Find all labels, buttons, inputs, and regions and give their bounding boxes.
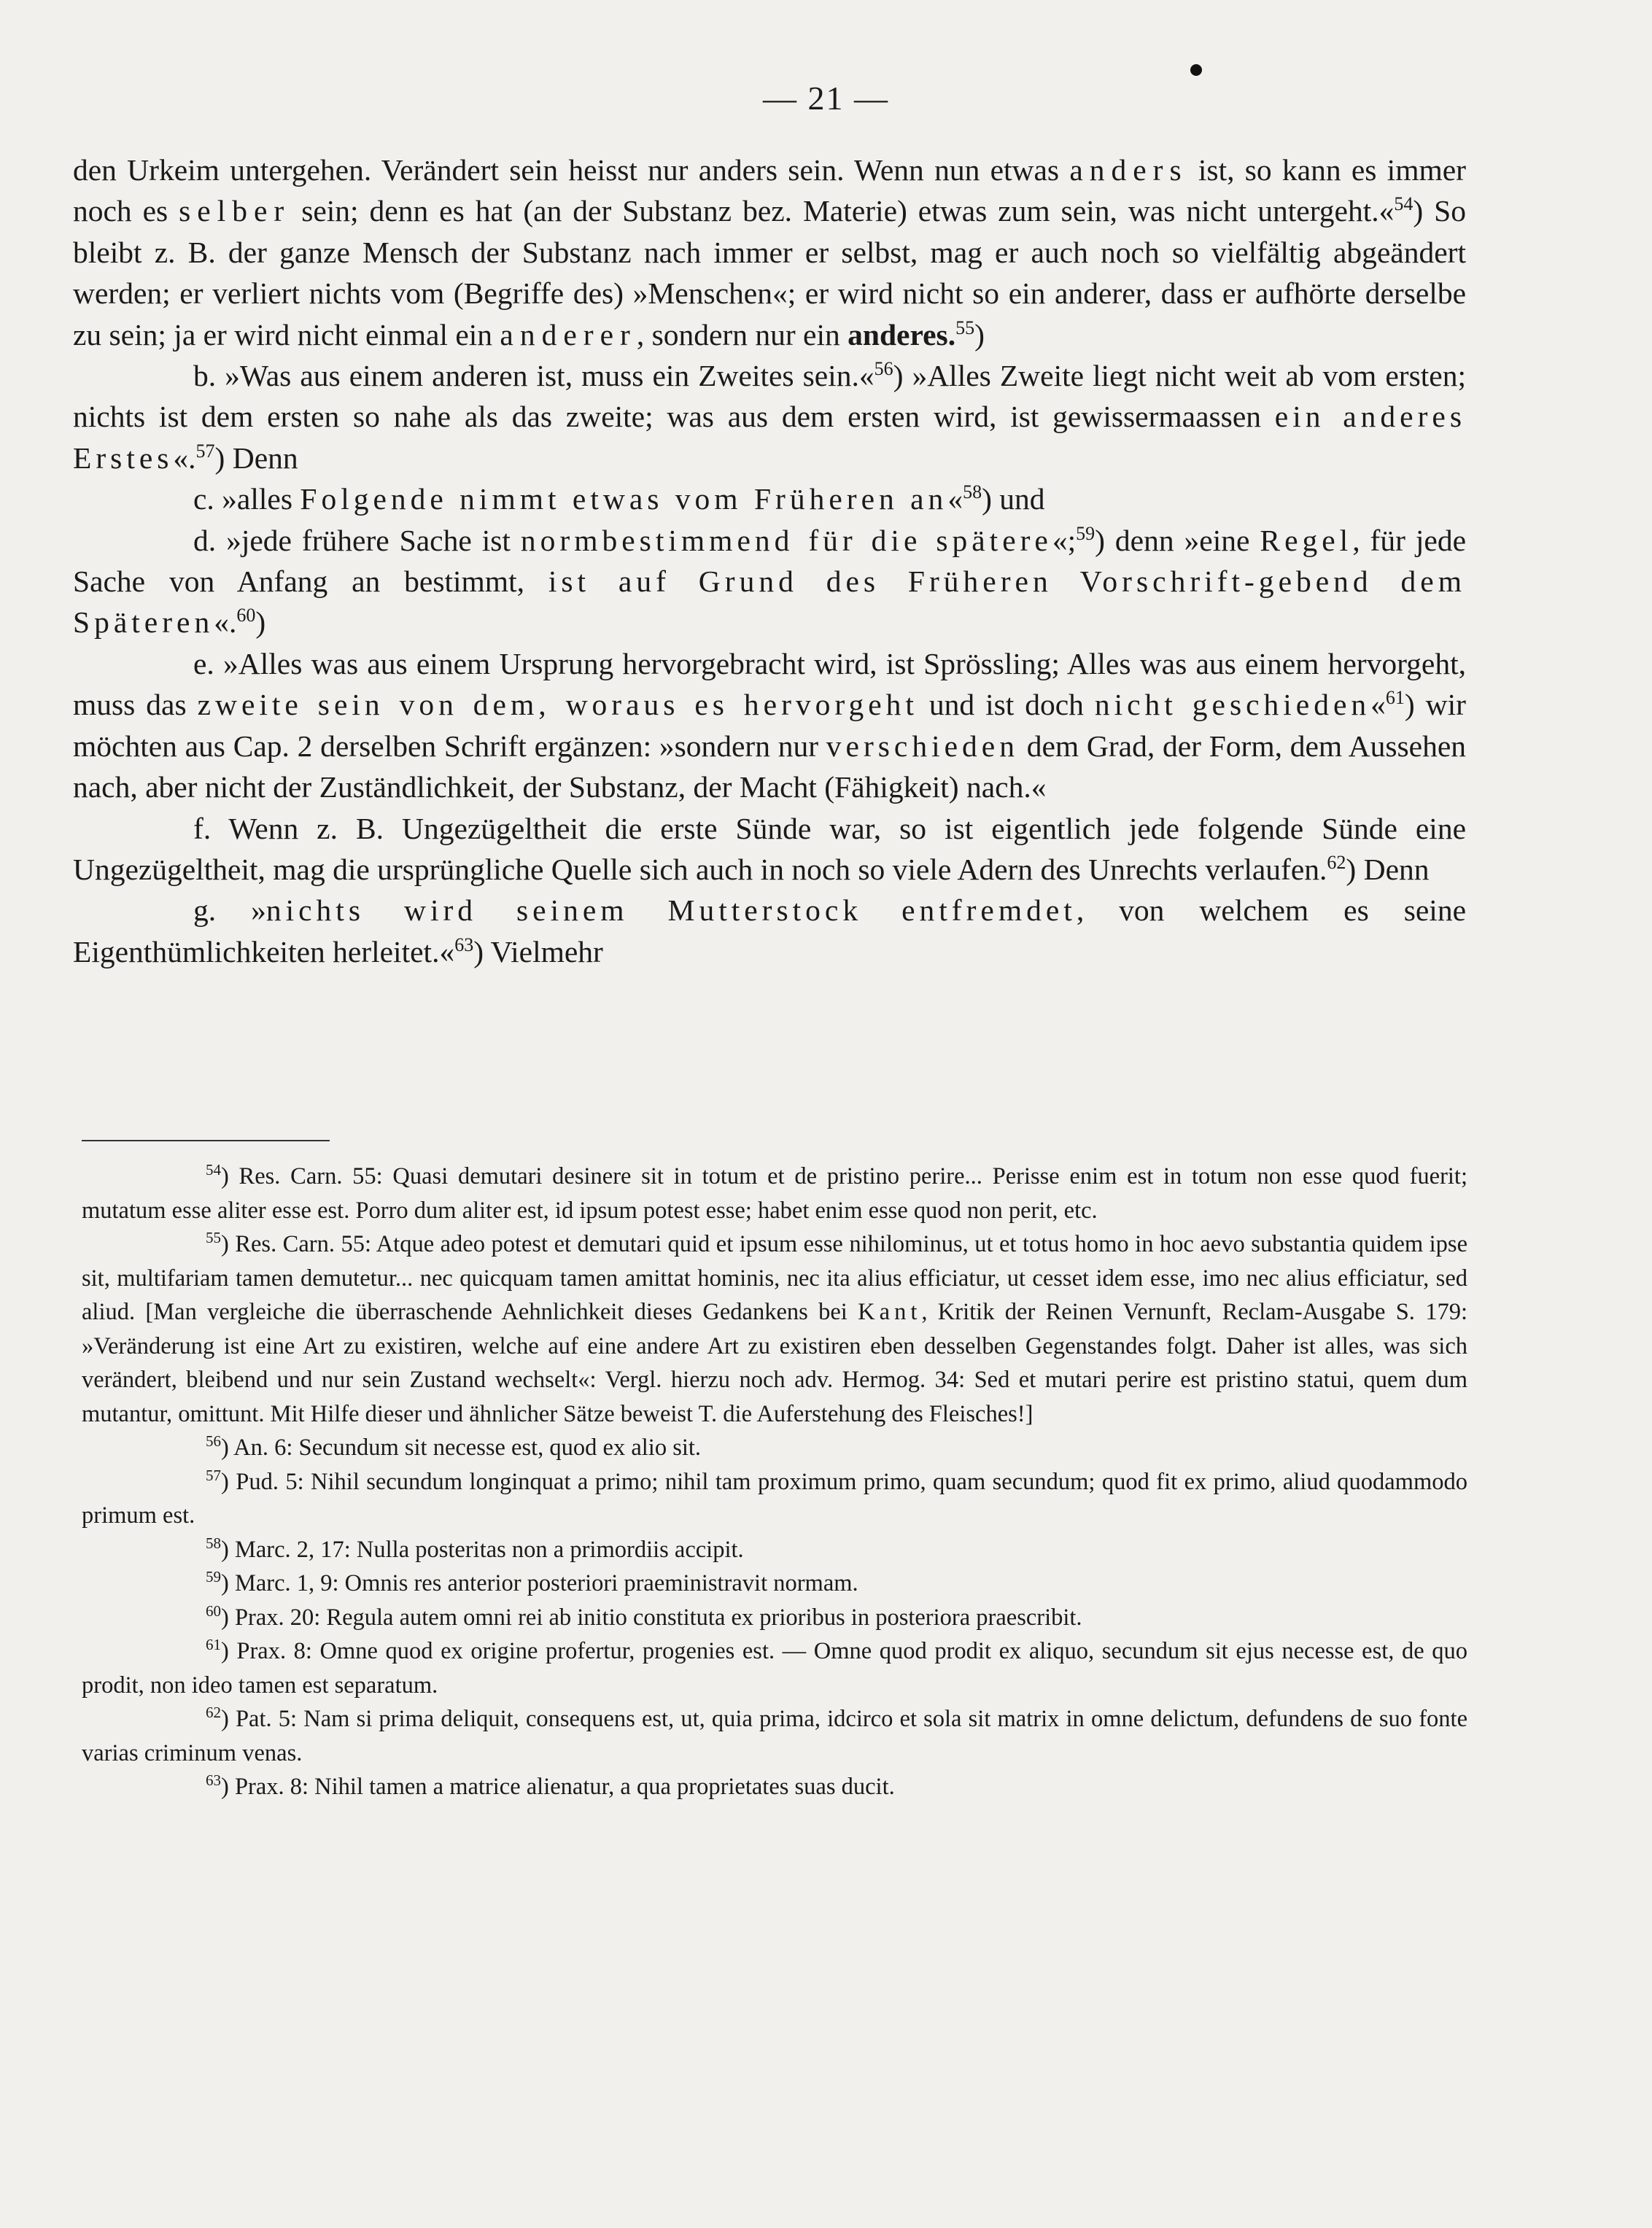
footnote-58: $^{58}$) Marc. 2, 17: Nulla posteritas non a primordiis accipit.: [206, 1534, 744, 1563]
paragraph-e: e. »Alles was aus einem Ursprung hervorgebracht wird, ist Sprössling; Alles was aus einem hervorgeht, muss das zweite sein von dem, woraus es hervorgeht und ist doch nicht geschieden«$^{61}$) wir möchten aus Cap. 2 derselben Schrift ergänzen: »sondern nur verschieden dem Grad, der Form, dem Aussehen nach, aber nicht der Zuständlichkeit, der Substanz, der Macht (Fähigkeit) nach.«: [73, 646, 1466, 804]
main-text: [73, 150, 1466, 972]
paragraph-c: c. »alles Folgende nimmt etwas vom Früheren an«$^{58}$) und: [193, 481, 1045, 516]
footnote-ref: 57: [195, 440, 215, 462]
paragraph-f: f. Wenn z. B. Ungezügeltheit die erste Sünde war, so ist eigentlich jede folgende Sünde eine Ungezügeltheit, mag die ursprüngliche Quelle sich auch in noch so viele Adern des Unrechts verlaufen.$^{62}$) Denn: [73, 811, 1466, 886]
footnote-ref: 59: [1076, 522, 1095, 544]
footnote-divider: [82, 1140, 330, 1141]
ink-speck: [1190, 64, 1202, 76]
footnote-ref: 60: [236, 605, 256, 626]
footnote-54: $^{54}$) Res. Carn. 55: Quasi demutari desinere sit in totum et de pristino perire... Perisse enim est in totum non esse quod fuerit; mutatum esse aliter esse est. Porro dum aliter est, id ipsum potest esse; habet enim esse quod non perit, etc.: [82, 1161, 1467, 1224]
footnote-55: $^{55}$) Res. Carn. 55: Atque adeo potest et demutari quid et ipsum esse nihilominus, ut et totus homo in hoc aevo substantia quidem ipse sit, multifariam tamen demutetur... nec quicquam tamen amittat hominis, nec ita alius efficiatur, ut cesset idem esse, imo nec alius efficiatur, sed aliud. [Man vergleiche die überraschende Aehnlichkeit dieses Gedankens bei Kant, Kritik der Reinen Vernunft, Reclam-Ausgabe S. 179: »Veränderung ist eine Art zu existiren, welche auf eine andere Art zu existiren eben desselben Gegenstandes folgt. Daher ist alles, was sich verändert, bleibend und nur sein Zustand wechselt«: Vergl. hierzu noch adv. Hermog. 34: Sed et mutari perire est pristino statui, quem dum mutantur, omittunt. Mit Hilfe dieser und ähnlicher Sätze beweist T. die Auferstehung des Fleisches!]: [82, 1229, 1467, 1427]
footnote-ref: 63: [454, 933, 474, 955]
paragraph-d: d. »jede frühere Sache ist normbestimmend für die spätere«;$^{59}$) denn »eine Regel, für jede Sache von Anfang an bestimmt, ist auf Grund des Früheren Vorschrift-gebend dem Späteren«.$^{60}$): [73, 522, 1467, 640]
footnote-62: $^{62}$) Pat. 5: Nam si prima deliquit, consequens est, ut, quia prima, idcirco et sola sit matrix in omne delictum, defundens de suo fonte varias criminum venas.: [82, 1704, 1467, 1766]
footnote-61: $^{61}$) Prax. 8: Omne quod ex origine profertur, progenies est. — Omne quod prodit ex aliquo, secundum sit ejus necesse est, de quo prodit, non ideo tamen est separatum.: [82, 1636, 1467, 1699]
footnote-ref: 58: [963, 481, 982, 503]
footnote-56: $^{56}$) An. 6: Secundum sit necesse est, quod ex alio sit.: [206, 1432, 702, 1461]
footnote-60: $^{60}$) Prax. 20: Regula autem omni rei ab initio constituta ex prioribus in posteriora praescribit.: [206, 1602, 1082, 1631]
paragraph-g: g. »nichts wird seinem Mutterstock entfremdet, von welchem es seine Eigenthümlichkeiten herleitet.«$^{63}$) Vielmehr: [73, 893, 1466, 969]
footnote-57: $^{57}$) Pud. 5: Nihil secundum longinquat a primo; nihil tam proximum primo, quam secundum; quod fit ex primo, aliud quodammodo primum est.: [82, 1466, 1467, 1529]
paragraph-b: b. »Was aus einem anderen ist, muss ein Zweites sein.«$^{56}$) »Alles Zweite liegt nicht weit ab vom ersten; nichts ist dem ersten so nahe als das zweite; was aus dem ersten wird, ist gewissermaassen ein anderes Erstes«.$^{57}$) Denn: [73, 358, 1466, 475]
footnote-59: $^{59}$) Marc. 1, 9: Omnis res anterior posteriori praeministravit normam.: [206, 1568, 858, 1596]
footnote-ref: 55: [955, 317, 975, 338]
footnote-ref: 61: [1385, 687, 1405, 709]
footnotes: [82, 1160, 1467, 1804]
footnote-ref: 62: [1327, 852, 1346, 874]
paragraph-a: den Urkeim untergehen. Verändert sein heisst nur anders sein. Wenn nun etwas anders ist, so kann es immer noch es selber sein; denn es hat (an der Substanz bez. Materie) etwas zum sein, was nicht untergeht.«$^{54}$) So bleibt z. B. der ganze Mensch der Substanz nach immer er selbst, mag er auch noch so vielfältig abgeändert werden; er verliert nichts vom (Begriffe des) »Menschen«; er wird nicht so ein anderer, dass er aufhörte derselbe zu sein; ja er wird nicht einmal ein anderer, sondern nur ein anderes.$^{55}$): [73, 153, 1466, 352]
footnote-ref: 56: [874, 358, 893, 380]
page-number: — 21 —: [763, 79, 889, 117]
footnote-63: $^{63}$) Prax. 8: Nihil tamen a matrice alienatur, a qua proprietates suas ducit.: [206, 1771, 895, 1800]
footnote-ref: 54: [1394, 193, 1413, 215]
